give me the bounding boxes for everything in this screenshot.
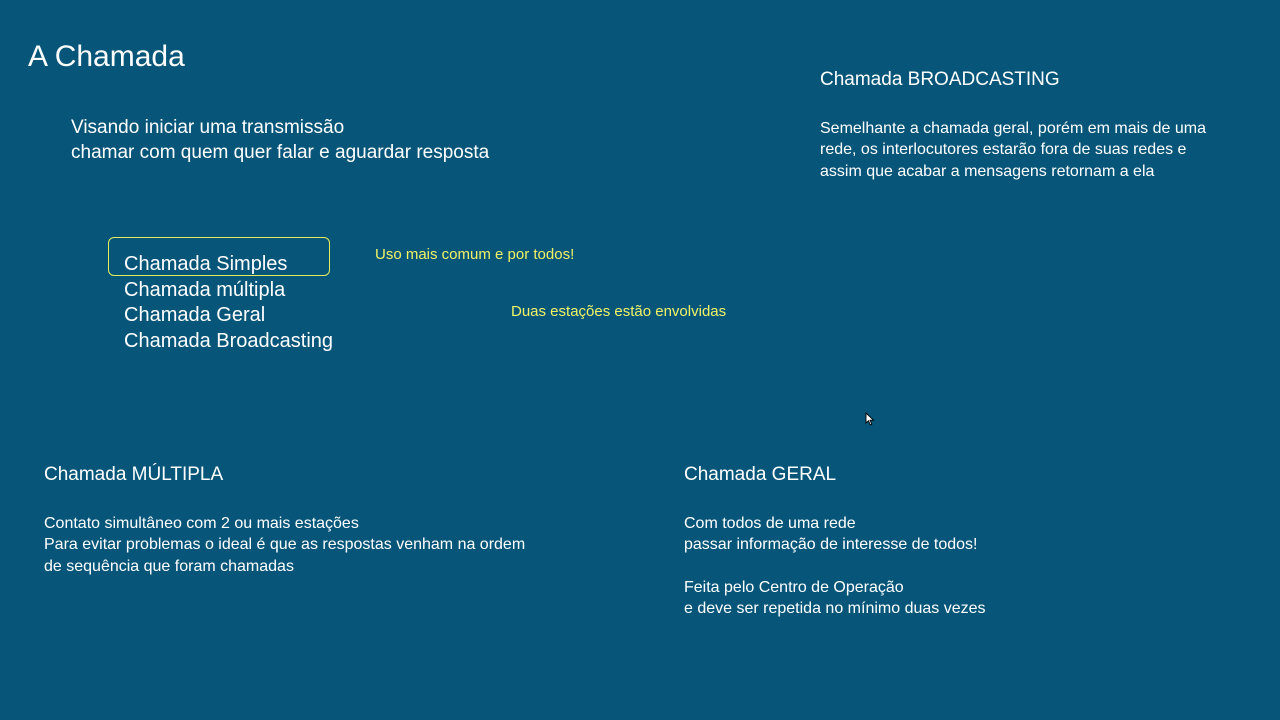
geral-body <box>684 513 986 619</box>
call-type-simples: Chamada Simples <box>124 253 288 275</box>
call-type-multipla: Chamada múltipla <box>124 278 286 301</box>
intro-text <box>71 115 489 165</box>
geral-spacer <box>684 556 986 577</box>
broadcasting-line: Semelhante a chamada geral, porém em mais de uma <box>820 120 1206 137</box>
intro-line: chamar com quem quer falar e aguardar resposta <box>71 142 490 163</box>
geral-line: passar informação de interesse de todos! <box>684 536 978 554</box>
multipla-title: Chamada MÚLTIPLA <box>44 464 224 485</box>
note-common-use: Uso mais comum e por todos! <box>375 246 575 263</box>
geral-line: Feita pelo Centro de Operação <box>684 578 904 596</box>
slide-title: A Chamada <box>28 40 185 73</box>
multipla-body <box>44 513 525 577</box>
broadcasting-line: rede, os interlocutores estarão fora de suas redes e <box>820 141 1187 159</box>
geral-line: Com todos de uma rede <box>684 515 856 532</box>
call-types-list <box>124 252 333 354</box>
multipla-line: Contato simultâneo com 2 ou mais estações <box>44 515 359 532</box>
multipla-line: de sequência que foram chamadas <box>44 557 294 575</box>
broadcasting-line: assim que acabar a mensagens retornam a ela <box>820 162 1155 180</box>
broadcasting-body <box>820 118 1206 182</box>
call-type-geral: Chamada Geral <box>124 304 266 326</box>
multipla-line: Para evitar problemas o ideal é que as respostas venham na ordem <box>44 536 526 554</box>
broadcasting-title: Chamada BROADCASTING <box>820 69 1060 90</box>
intro-line: Visando iniciar uma transmissão <box>71 117 345 138</box>
geral-line: e deve ser repetida no mínimo duas vezes <box>684 600 986 618</box>
note-two-stations: Duas estações estão envolvidas <box>511 303 727 320</box>
geral-title: Chamada GERAL <box>684 464 837 485</box>
mouse-pointer-icon <box>865 412 875 426</box>
call-type-broadcasting: Chamada Broadcasting <box>124 329 334 352</box>
